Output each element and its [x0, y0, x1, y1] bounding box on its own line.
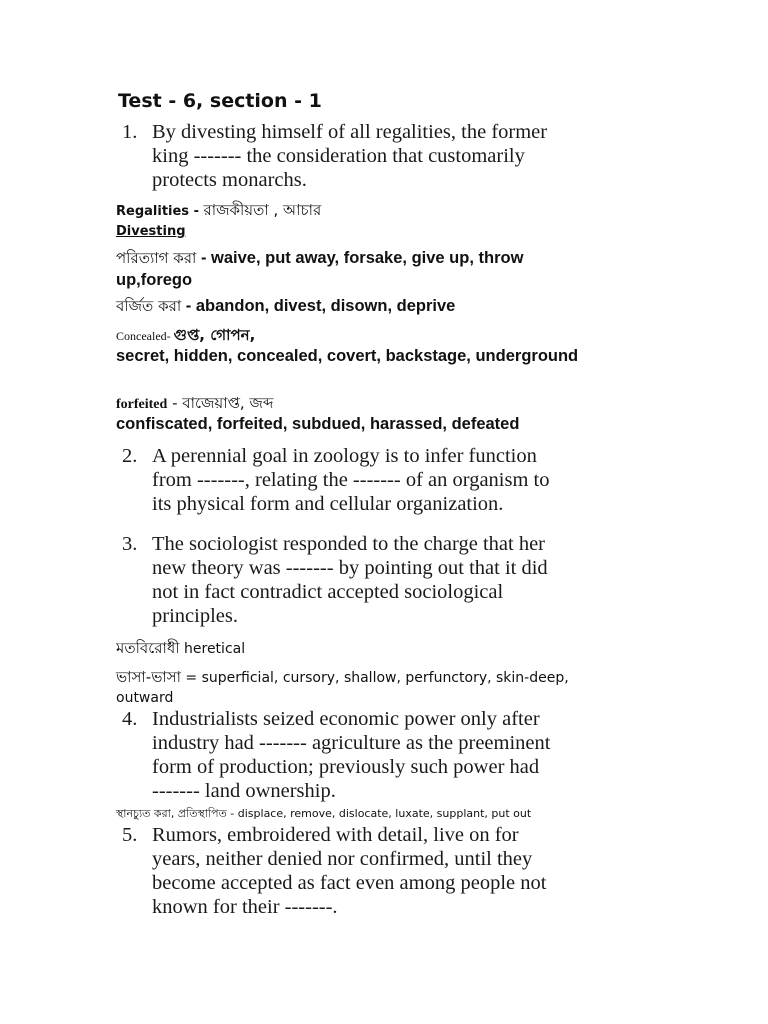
question-line: industry had ------- agriculture as the preeminent	[152, 732, 551, 754]
question-line: Rumors, embroidered with detail, live on for	[152, 824, 519, 846]
note-displace	[116, 804, 531, 824]
english-meaning: heretical	[179, 641, 246, 657]
question-number: 5.	[122, 824, 138, 846]
note-heretical	[116, 637, 245, 662]
question-line: its physical form and cellular organization.	[152, 493, 504, 515]
term-label: Regalities -	[116, 204, 204, 219]
question-line: king ------- the consideration that customarily	[152, 145, 525, 167]
question-line: The sociologist responded to the charge that her	[152, 533, 545, 555]
question-line: new theory was ------- by pointing out that it did	[152, 557, 548, 579]
synonyms: up,forego	[116, 271, 193, 289]
bengali-meaning: বর্জিত করা	[116, 297, 182, 315]
synonyms: secret, hidden, concealed, covert, backstage, underground	[116, 347, 579, 365]
question-line: from -------, relating the ------- of an organism to	[152, 469, 550, 491]
synonyms: = superficial, cursory, shallow, perfunctory, skin-deep,	[180, 670, 569, 686]
question-line: ------- land ownership.	[152, 780, 336, 802]
question-number: 1.	[122, 121, 138, 143]
question-line: not in fact contradict accepted sociological	[152, 581, 504, 603]
note-regalities	[116, 199, 321, 224]
note-line	[116, 295, 455, 320]
bengali-meaning: ভাসা-ভাসা	[116, 668, 181, 686]
note-line	[116, 247, 523, 272]
note-superficial	[116, 666, 569, 691]
question-line: become accepted as fact even among people not	[152, 872, 547, 894]
question-number: 3.	[122, 533, 138, 555]
question-1	[122, 120, 547, 192]
question-line: years, neither denied nor confirmed, until they	[152, 848, 533, 870]
synonyms: outward	[116, 690, 174, 706]
question-line: principles.	[152, 605, 238, 627]
bengali-meaning: গুপ্ত, গোপন,	[173, 326, 256, 344]
question-number: 4.	[122, 708, 138, 730]
note-forfeited	[116, 392, 273, 417]
term-divesting: Divesting	[116, 224, 186, 239]
synonyms: - waive, put away, forsake, give up, throw	[196, 249, 524, 267]
question-line: known for their -------.	[152, 896, 338, 918]
bengali-meaning: - বাজেয়াপ্ত, জব্দ	[167, 394, 274, 412]
question-line: A perennial goal in zoology is to infer function	[152, 445, 537, 467]
term-label: Concealed-	[116, 329, 174, 343]
bengali-meaning: রাজকীয়তা , আচার	[203, 201, 322, 219]
bengali-meaning: স্থানচ্যুত করা, প্রতিস্থাপিত	[116, 807, 227, 820]
question-number: 2.	[122, 445, 138, 467]
question-line: Industrialists seized economic power only after	[152, 708, 540, 730]
bengali-meaning: মতবিরোধী	[116, 639, 180, 657]
bengali-meaning: পরিত্যাগ করা	[116, 249, 197, 267]
question-line: protects monarchs.	[152, 169, 307, 191]
term-label: forfeited	[116, 397, 168, 412]
page-title: Test - 6, section - 1	[118, 90, 322, 112]
question-line: form of production; previously such power had	[152, 756, 540, 778]
synonyms: - abandon, divest, disown, deprive	[181, 297, 456, 315]
question-5	[122, 823, 546, 919]
synonyms: - displace, remove, dislocate, luxate, supplant, put out	[226, 807, 532, 820]
question-4	[122, 707, 550, 803]
note-concealed	[116, 324, 255, 349]
synonyms: confiscated, forfeited, subdued, harassed, defeated	[116, 415, 520, 433]
question-2	[122, 444, 550, 516]
question-line: By divesting himself of all regalities, the former	[152, 121, 548, 143]
question-3	[122, 532, 548, 628]
